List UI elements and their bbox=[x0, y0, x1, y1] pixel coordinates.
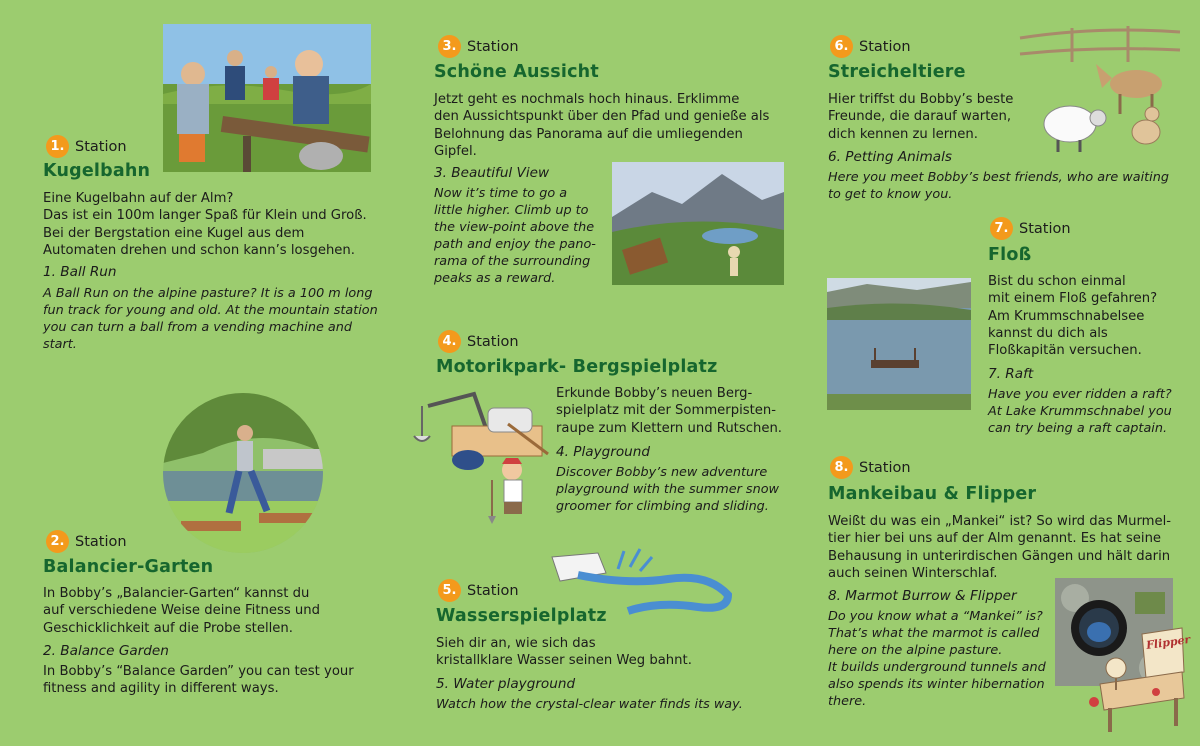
station-2-text-de: In Bobby’s „Balancier-Garten“ kannst du auf verschiedene Weise deine Fitness und Geschicklichkeit auf die Probe stellen. bbox=[43, 586, 321, 636]
station-number-badge: 7. bbox=[990, 217, 1013, 240]
station-8-label bbox=[830, 456, 911, 479]
station-1-title: Kugelbahn bbox=[43, 161, 151, 181]
station-4-label bbox=[438, 330, 519, 353]
station-6-text-en: Here you meet Bobby’s best friends, who are waiting to get to know you. bbox=[828, 170, 1169, 203]
station-word: Station bbox=[859, 459, 911, 476]
playground-illustration bbox=[408, 384, 553, 526]
station-word: Station bbox=[859, 38, 911, 55]
station-number-badge: 3. bbox=[438, 35, 461, 58]
station-3-label bbox=[438, 35, 519, 58]
station-number-badge: 6. bbox=[830, 35, 853, 58]
station-7-text-en: Have you ever ridden a raft? At Lake Krummschnabel you can try being a raft captain. bbox=[988, 387, 1172, 437]
station-number-badge: 4. bbox=[438, 330, 461, 353]
station-3-title-en: 3. Beautiful View bbox=[434, 165, 550, 181]
station-word: Station bbox=[467, 582, 519, 599]
animals-illustration bbox=[1018, 22, 1186, 156]
station-5-text-de: Sieh dir an, wie sich das kristallklare Wasser seinen Weg bahnt. bbox=[436, 636, 692, 669]
station-7-text-de: Bist du schon einmal mit einem Floß gefahren? Am Krummschnabelsee kannst du dich als Floßkapitän versuchen. bbox=[988, 274, 1158, 359]
station-word: Station bbox=[467, 333, 519, 350]
station-6-label bbox=[830, 35, 911, 58]
station-6-text-de: Hier triffst du Bobby’s beste Freunde, die darauf warten, dich kennen zu lernen. bbox=[828, 92, 1014, 142]
flipper-sign: Flipper bbox=[1145, 632, 1192, 653]
station-4-title-en: 4. Playground bbox=[556, 444, 651, 460]
station-5-title: Wasserspielplatz bbox=[436, 606, 607, 626]
station-1-text-de: Eine Kugelbahn auf der Alm? Das ist ein 100m langer Spaß für Klein und Groß. Bei der Bergstation eine Kugel aus dem Automaten drehen und schon kann’s losgehen. bbox=[43, 191, 367, 258]
station-word: Station bbox=[467, 38, 519, 55]
station-2-label bbox=[46, 530, 127, 553]
station-word: Station bbox=[1019, 220, 1071, 237]
panorama-photo bbox=[612, 162, 784, 285]
station-7-label bbox=[990, 217, 1071, 240]
station-6-title: Streicheltiere bbox=[828, 62, 966, 82]
balance-garden-photo bbox=[163, 393, 323, 553]
station-4-title: Motorikpark- Bergspielplatz bbox=[436, 357, 718, 377]
station-3-text-en: Now it’s time to go a little higher. Climb up to the view-point above the path and enjoy the pano- rama of the surrounding peaks as a reward. bbox=[434, 186, 596, 287]
station-2-title-en: 2. Balance Garden bbox=[43, 643, 169, 659]
station-8-title: Mankeibau & Flipper bbox=[828, 484, 1037, 504]
station-7-title-en: 7. Raft bbox=[988, 366, 1034, 382]
station-5-title-en: 5. Water playground bbox=[436, 676, 576, 692]
station-3-text-de: Jetzt geht es nochmals hoch hinaus. Erklimme den Aussichtspunkt über den Pfad und genieße als Belohnung das Panorama auf die umliegenden Gipfel. bbox=[434, 92, 770, 159]
station-word: Station bbox=[75, 533, 127, 550]
station-4-text-en: Discover Bobby’s new adventure playground with the summer snow groomer for climbing and sliding. bbox=[556, 465, 779, 515]
station-number-badge: 1. bbox=[46, 135, 69, 158]
flipper-illustration bbox=[1086, 626, 1190, 734]
station-8-text-en: Do you know what a “Mankei” is? That’s what the marmot is called here on the alpine pasture. It builds underground tunnels and also spends its winter hibernation there. bbox=[828, 609, 1046, 710]
station-number-badge: 2. bbox=[46, 530, 69, 553]
raft-lake-photo bbox=[827, 278, 971, 410]
station-number-badge: 8. bbox=[830, 456, 853, 479]
station-1-label bbox=[46, 135, 127, 158]
ball-run-photo bbox=[163, 24, 371, 172]
station-4-text-de: Erkunde Bobby’s neuen Berg- spielplatz mit der Sommerpisten- raupe zum Klettern und Rutschen. bbox=[556, 386, 782, 436]
station-word: Station bbox=[75, 138, 127, 155]
station-3-title: Schöne Aussicht bbox=[434, 62, 599, 82]
station-2-title: Balancier-Garten bbox=[43, 557, 214, 577]
station-5-text-en: Watch how the crystal-clear water finds its way. bbox=[436, 697, 743, 712]
station-1-title-en: 1. Ball Run bbox=[43, 264, 117, 280]
station-5-label bbox=[438, 579, 519, 602]
station-number-badge: 5. bbox=[438, 579, 461, 602]
station-8-text-de: Weißt du was ein „Mankei“ ist? So wird das Murmel- tier hier bei uns auf der Alm genannt. Es hat seine Behausung in unterirdischen Gängen und hält darin auch seinen Winterschlaf. bbox=[828, 514, 1172, 581]
station-7-title: Floß bbox=[988, 245, 1032, 265]
station-8-title-en: 8. Marmot Burrow & Flipper bbox=[828, 588, 1017, 604]
station-1-text-en: A Ball Run on the alpine pasture? It is a 100 m long fun track for young and old. At the mountain station you can turn a ball from a vending machine and start. bbox=[43, 286, 378, 353]
station-6-title-en: 6. Petting Animals bbox=[828, 149, 952, 165]
station-2-text-en: In Bobby’s “Balance Garden” you can test your fitness and agility in different ways. bbox=[43, 664, 354, 697]
